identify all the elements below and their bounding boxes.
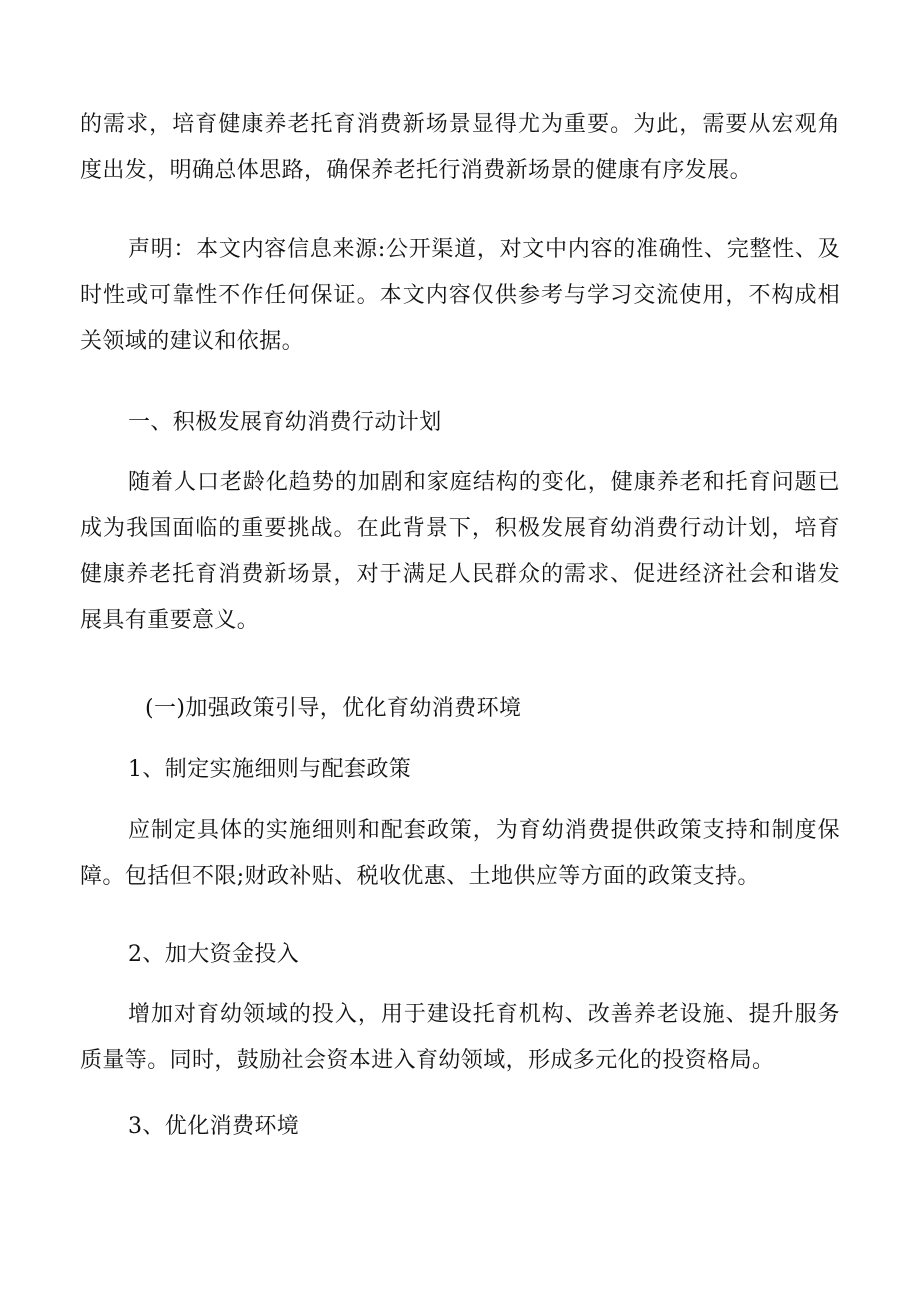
item-heading-3: 3、优化消费环境: [128, 1114, 300, 1139]
paragraph-background: 随着人口老龄化趋势的加剧和家庭结构的变化，健康养老和托育问题已成为我国面临的重要挑战。在此背景下，积极发展育幼消费行动计划，培育健康养老托育消费新场景，对于满足人民群众的需求、促进经济社会和谐发展具有重要意义。: [80, 470, 840, 633]
paragraph-disclaimer: 声明：本文内容信息来源:公开渠道，对文中内容的准确性、完整性、及时性或可靠性不作任何保证。本文内容仅供参考与学习交流使用，不构成相关领域的建议和依据。: [80, 237, 840, 354]
section-heading-1: 一、积极发展育幼消费行动计划: [128, 410, 442, 435]
subsection-heading-1: (一)加强政策引导，优化育幼消费环境: [145, 696, 522, 721]
paragraph-intro-continuation: 的需求，培育健康养老托育消费新场景显得尤为重要。为此，需要从宏观角度出发，明确总体思路，确保养老托行消费新场景的健康有序发展。: [80, 112, 840, 183]
item-heading-1: 1、制定实施细则与配套政策: [128, 757, 412, 782]
paragraph-item-2: 增加对育幼领域的投入，用于建设托育机构、改善养老设施、提升服务质量等。同时，鼓励社会资本进入育幼领域，形成多元化的投资格局。: [80, 1002, 840, 1073]
item-heading-2: 2、加大资金投入: [128, 942, 300, 967]
paragraph-item-1: 应制定具体的实施细则和配套政策，为育幼消费提供政策支持和制度保障。包括但不限;财政补贴、税收优惠、土地供应等方面的政策支持。: [80, 818, 840, 889]
